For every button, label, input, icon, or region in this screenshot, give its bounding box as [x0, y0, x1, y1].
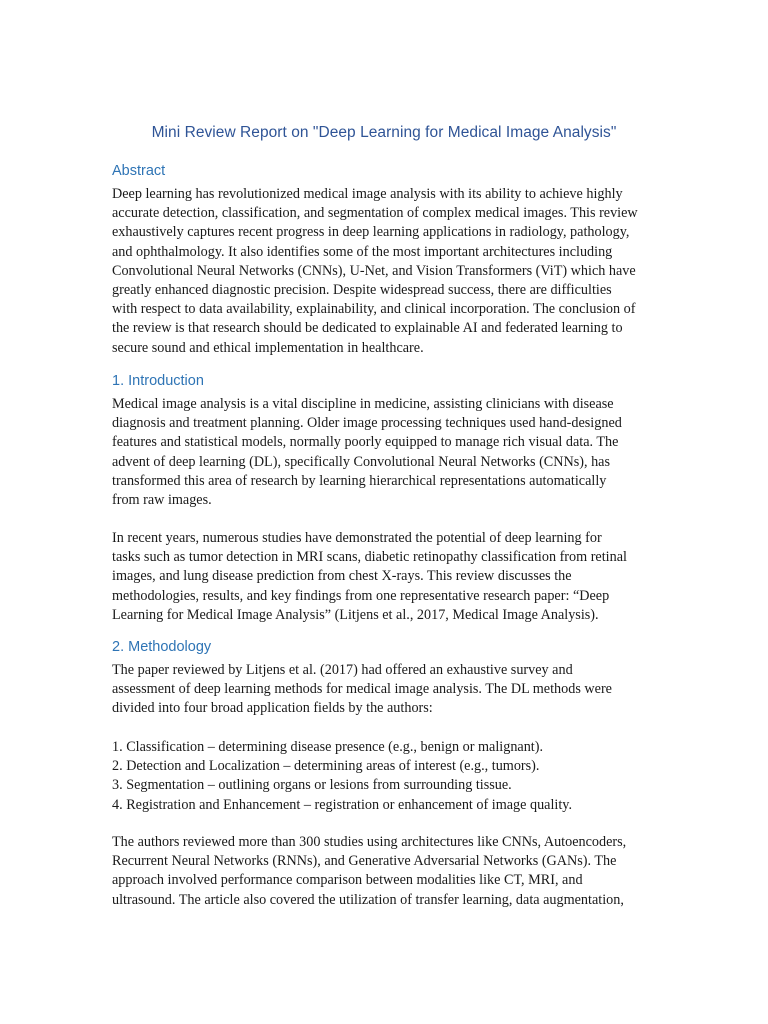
- text-line: diagnosis and treatment planning. Older image processing techniques used hand-designed: [112, 415, 622, 432]
- text-line: advent of deep learning (DL), specifically Convolutional Neural Networks (CNNs), has: [112, 453, 610, 470]
- text-line: assessment of deep learning methods for medical image analysis. The DL methods were: [112, 681, 612, 698]
- text-line: divided into four broad application fields by the authors:: [112, 700, 433, 717]
- text-line: greatly enhanced diagnostic precision. Despite widespread success, there are difficulties: [112, 281, 612, 298]
- text-line: In recent years, numerous studies have demonstrated the potential of deep learning for: [112, 530, 602, 546]
- text-line: from raw images.: [112, 491, 212, 508]
- list-item: 2. Detection and Localization – determining areas of interest (e.g., tumors).: [112, 758, 540, 775]
- text-line: exhaustively captures recent progress in deep learning applications in radiology, pathology,: [112, 224, 630, 241]
- methodology-list: [112, 738, 660, 815]
- text-line: Medical image analysis is a vital discipline in medicine, assisting clinicians with disease: [112, 396, 614, 412]
- methodology-heading: 2. Methodology: [112, 639, 212, 655]
- abstract-paragraph: [112, 185, 660, 358]
- text-line: images, and lung disease prediction from chest X-rays. This review discusses the: [112, 568, 572, 585]
- text-line: Convolutional Neural Networks (CNNs), U-Net, and Vision Transformers (ViT) which have: [112, 262, 636, 279]
- text-line: features and statistical models, normally poorly equipped to manage rich visual data. The: [112, 434, 619, 451]
- text-line: with respect to data availability, explainability, and clinical incorporation. The conclusion of: [112, 301, 636, 318]
- text-line: accurate detection, classification, and segmentation of complex medical images. This review: [112, 205, 638, 222]
- list-item: 1. Classification – determining disease presence (e.g., benign or malignant).: [112, 739, 544, 755]
- text-line: secure sound and ethical implementation in healthcare.: [112, 339, 424, 356]
- text-line: approach involved performance comparison between modalities like CT, MRI, and: [112, 872, 583, 889]
- text-line: transformed this area of research by learning hierarchical representations automatically: [112, 472, 607, 489]
- text-line: ultrasound. The article also covered the utilization of transfer learning, data augmentation,: [112, 891, 624, 908]
- list-item: 3. Segmentation – outlining organs or lesions from surrounding tissue.: [112, 777, 512, 794]
- list-item: 4. Registration and Enhancement – registration or enhancement of image quality.: [112, 796, 573, 813]
- text-line: and ophthalmology. It also identifies some of the most important architectures including: [112, 243, 613, 260]
- document-title: Mini Review Report on "Deep Learning for Medical Image Analysis": [151, 124, 617, 141]
- introduction-heading: 1. Introduction: [112, 373, 204, 389]
- text-line: methodologies, results, and key findings from one representative research paper: “Deep: [112, 587, 610, 604]
- text-line: The authors reviewed more than 300 studies using architectures like CNNs, Autoencoders,: [112, 834, 627, 850]
- introduction-paragraph-1: [112, 395, 660, 510]
- methodology-paragraph-2: [112, 833, 660, 910]
- methodology-paragraph-1: [112, 661, 660, 719]
- introduction-paragraph-2: [112, 529, 660, 625]
- text-line: Learning for Medical Image Analysis” (Litjens et al., 2017, Medical Image Analysis).: [112, 606, 599, 623]
- text-line: Deep learning has revolutionized medical image analysis with its ability to achieve highly: [112, 186, 623, 202]
- text-line: The paper reviewed by Litjens et al. (2017) had offered an exhaustive survey and: [112, 662, 573, 678]
- text-line: tasks such as tumor detection in MRI scans, diabetic retinopathy classification from retinal: [112, 549, 627, 566]
- abstract-heading: Abstract: [112, 163, 166, 179]
- text-line: Recurrent Neural Networks (RNNs), and Generative Adversarial Networks (GANs). The: [112, 853, 617, 870]
- text-line: the review is that research should be dedicated to explainable AI and federated learning to: [112, 320, 623, 337]
